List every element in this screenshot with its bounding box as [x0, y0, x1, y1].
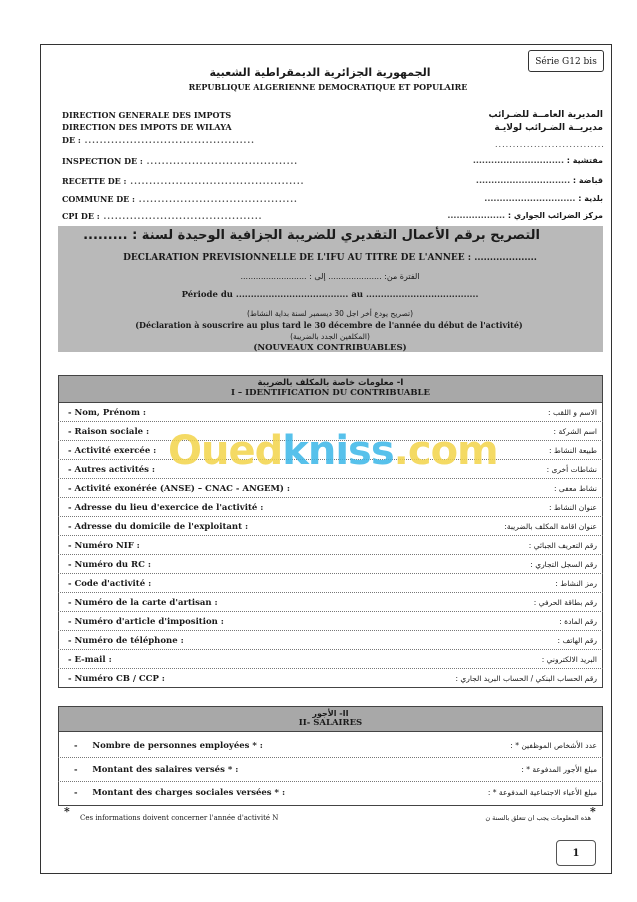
republic-fr: REPUBLIQUE ALGERIENNE DEMOCRATIQUE ET POPULAIRE: [188, 82, 468, 92]
section2-title-ar: II- الأجور: [312, 709, 349, 718]
footnote-star-left: *: [64, 805, 70, 818]
dw-ar: مديريــة الضـرائب لولايـة: [494, 123, 603, 133]
deadline-fr: (Déclaration à souscrire au plus tard le 30 décembre de l'année du début de l'activité): [135, 320, 523, 330]
new-fr: (NOUVEAUX CONTRIBUABLES): [253, 343, 407, 353]
field-nom-prenom[interactable]: - Nom, Prénom : الاسم و اللقب :: [58, 405, 603, 422]
commune-ar[interactable]: بلدية : ..............................: [484, 194, 603, 203]
section2-title: [58, 706, 603, 732]
field-adresse-domicile[interactable]: - Adresse du domicile de l'exploitant : عنوان اقامة المكلف بالضريبة:: [58, 519, 603, 536]
cpi-fr[interactable]: CPI DE : ..........................................: [62, 211, 263, 221]
recette-ar[interactable]: قباضة : ...............................: [475, 176, 603, 185]
field-autres-activites[interactable]: - Autres activités : نشاطات أخرى :: [58, 462, 603, 479]
period-ar: الفترة من: ..................... إلى : ..........................: [240, 272, 420, 281]
field-cb-ccp[interactable]: - Numéro CB / CCP : رقم الحساب البنكي / الحساب البريد الجاري :: [68, 674, 597, 684]
cpi-ar[interactable]: مركز الضرائب الجواري : ...................: [447, 211, 603, 220]
section1-title: [58, 375, 603, 403]
field-carte-artisan[interactable]: - Numéro de la carte d'artisan : رقم بطاقة الحرفي :: [58, 595, 603, 612]
dg-ar: المديرية العامــة للضـرائب: [488, 110, 603, 120]
inspection-ar[interactable]: مفتشية : ..............................: [472, 156, 603, 165]
title-ar: التصريح برقم الأعمال التقديري للضريبة الجزافية الوحيدة لسنة : .........: [83, 228, 540, 243]
commune-fr[interactable]: COMMUNE DE : ..........................................: [62, 194, 298, 204]
field-code-activite[interactable]: - Code d'activité : رمز النشاط :: [58, 576, 603, 593]
footnote-star-right: *: [590, 805, 596, 818]
new-ar: (المكلفين الجدد بالضريبة): [290, 332, 370, 341]
field-rc[interactable]: - Numéro du RC : رقم السجل التجاري :: [58, 557, 603, 574]
ouedkniss-watermark: Ouedkniss.com: [168, 428, 498, 474]
field-montant-salaires[interactable]: - Montant des salaires versés * : مبلغ الأجور المدفوعة * :: [58, 760, 603, 782]
field-charges-sociales[interactable]: - Montant des charges sociales versées * : مبلغ الأعباء الاجتماعية المدفوعة * :: [74, 788, 597, 798]
dg-fr: DIRECTION GENERALE DES IMPOTS: [62, 110, 232, 120]
field-raison-sociale[interactable]: - Raison sociale : اسم الشركة :: [58, 424, 603, 441]
page-number: 1: [556, 840, 596, 866]
deadline-ar: (تصريح يودع أخر اجل 30 ديسمبر لسنة بداية النشاط): [246, 309, 414, 318]
field-personnes-employees[interactable]: - Nombre de personnes employées * : عدد الأشخاص الموظفين * :: [58, 736, 603, 758]
footnote-ar: هذه المعلومات يجب ان تتعلق بالسنة ن: [485, 814, 591, 822]
field-email[interactable]: - E-mail : البريد الالكتروني :: [58, 652, 603, 669]
field-article-imposition[interactable]: - Numéro d'article d'imposition : رقم المادة :: [58, 614, 603, 631]
field-activite-exercee[interactable]: - Activité exercée : طبيعة النشاط :: [58, 443, 603, 460]
section1-title-fr: I – IDENTIFICATION DU CONTRIBUABLE: [231, 388, 430, 398]
de-fr: DE : .............................................: [62, 135, 255, 145]
serie-label: Série G12 bis: [528, 50, 604, 72]
footnote-fr: Ces informations doivent concerner l'année d'activité N: [80, 814, 279, 822]
republic-ar: الجمهورية الجزائرية الديمقراطية الشعبية: [209, 66, 431, 79]
section2-title-fr: II- SALAIRES: [298, 718, 363, 728]
dw-fr: DIRECTION DES IMPOTS DE WILAYA: [62, 122, 232, 132]
field-activite-exoneree[interactable]: - Activité exonérée (ANSE) – CNAC - ANGEM) : نشاط معفى :: [58, 481, 603, 498]
period-fr: Période du ...................................... au ......................................: [181, 290, 479, 300]
recette-fr[interactable]: RECETTE DE : ..............................................: [62, 176, 305, 186]
field-adresse-activite[interactable]: - Adresse du lieu d'exercice de l'activité : عنوان النشاط :: [58, 500, 603, 517]
dw-dots: ...............................: [495, 140, 605, 149]
title-fr: DECLARATION PREVISIONNELLE DE L'IFU AU TITRE DE L'ANNEE : ....................: [123, 253, 537, 263]
field-telephone[interactable]: - Numéro de téléphone : رقم الهاتف :: [58, 633, 603, 650]
inspection-fr[interactable]: INSPECTION DE : ........................................: [62, 156, 299, 166]
section1-title-ar: I- معلومات خاصة بالمكلف بالضريبة: [257, 378, 404, 388]
field-nif[interactable]: - Numéro NIF : رقم التعريف الجبائي :: [58, 538, 603, 555]
